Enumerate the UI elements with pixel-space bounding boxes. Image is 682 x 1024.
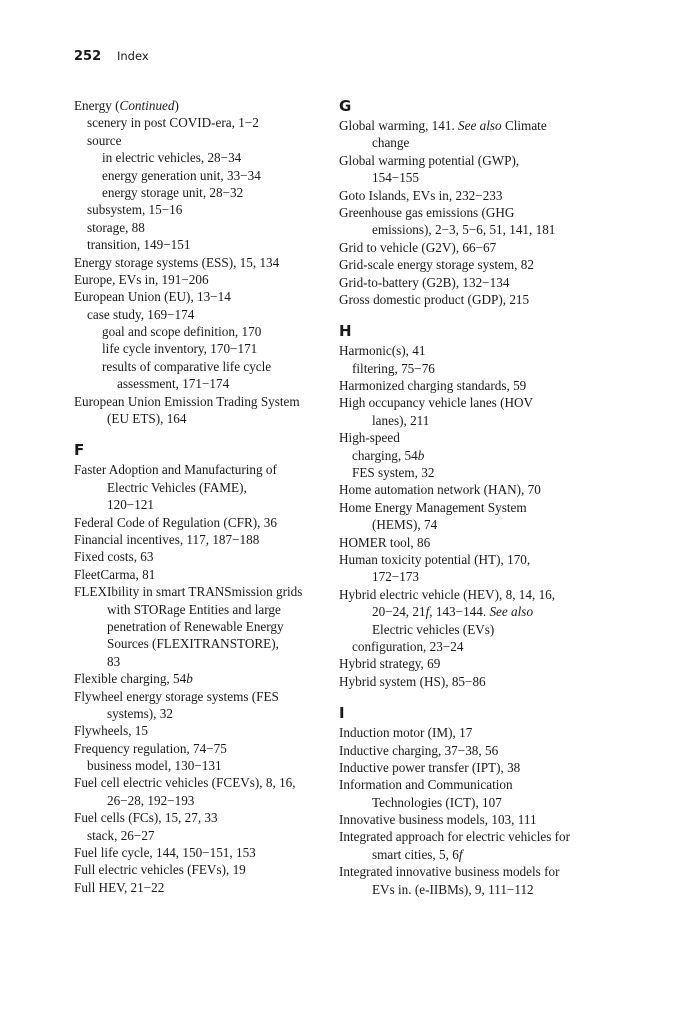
- index-subentry: [74, 827, 354, 844]
- index-subentry: [74, 306, 354, 323]
- index-entry: [339, 776, 619, 811]
- entry-text: Greenhouse gas emissions (GHG: [339, 204, 515, 220]
- entry-text: Flywheels, 15: [74, 723, 148, 739]
- index-entry: [339, 655, 619, 672]
- index-entry: [339, 811, 619, 828]
- index-subentry: [74, 219, 354, 236]
- entry-text: European Union Emission Trading System: [74, 393, 300, 409]
- index-entry: [339, 673, 619, 690]
- entry-continuation: 172−173: [372, 569, 419, 585]
- index-subentry: [339, 464, 619, 481]
- index-entry: [339, 863, 619, 898]
- entry-text: stack, 26−27: [87, 827, 155, 843]
- entry-text: Home automation network (HAN), 70: [339, 482, 541, 498]
- index-entry: [339, 742, 619, 759]
- entry-continuation: change: [372, 135, 410, 151]
- index-entry: [339, 204, 619, 239]
- index-entry: [74, 844, 354, 861]
- index-entry: [74, 688, 354, 723]
- entry-text: Innovative business models, 103, 111: [339, 812, 537, 828]
- entry-text: Flexible charging, 54b: [74, 671, 193, 687]
- index-entry: [74, 774, 354, 809]
- entry-text: filtering, 75−76: [352, 360, 435, 376]
- index-subentry: [74, 132, 354, 149]
- index-entry: [339, 377, 619, 394]
- entry-text: European Union (EU), 13−14: [74, 289, 231, 305]
- entry-continuation: 26−28, 192−193: [107, 792, 195, 808]
- entry-continuation: Technologies (ICT), 107: [372, 794, 502, 810]
- index-entry: [339, 117, 619, 152]
- index-entry: [74, 393, 354, 428]
- index-entry: [339, 551, 619, 586]
- index-subentry: [339, 360, 619, 377]
- entry-text: Energy (Continued): [74, 98, 179, 113]
- entry-continuation: Sources (FLEXITRANSTORE),: [107, 636, 279, 652]
- entry-continuation: with STORage Entities and large: [107, 601, 281, 617]
- index-entry: [74, 461, 354, 513]
- index-entry: [339, 481, 619, 498]
- index-entry: [339, 291, 619, 308]
- entry-text: goal and scope definition, 170: [102, 324, 262, 340]
- entry-text: charging, 54b: [352, 447, 425, 463]
- index-entry: [339, 759, 619, 776]
- index-subentry: [74, 340, 354, 357]
- entry-text: storage, 88: [87, 219, 145, 235]
- entry-continuation: (EU ETS), 164: [107, 411, 187, 427]
- entry-text: Hybrid system (HS), 85−86: [339, 673, 486, 689]
- entry-text: Grid to vehicle (G2V), 66−67: [339, 239, 497, 255]
- entry-text: Grid-scale energy storage system, 82: [339, 257, 534, 273]
- index-subentry: [74, 114, 354, 131]
- entry-text: Human toxicity potential (HT), 170,: [339, 551, 531, 567]
- index-column-left: [74, 97, 354, 896]
- entry-continuation: 120−121: [107, 497, 154, 513]
- index-column-right: [339, 96, 619, 898]
- index-entry: [339, 274, 619, 291]
- entry-text: Frequency regulation, 74−75: [74, 740, 227, 756]
- entry-text: Grid-to-battery (G2B), 132−134: [339, 274, 510, 290]
- entry-text: High occupancy vehicle lanes (HOV: [339, 395, 534, 411]
- entry-text: High-speed: [339, 430, 400, 446]
- index-entry: [74, 670, 354, 687]
- index-subentry: [339, 447, 619, 464]
- entry-continuation: lanes), 211: [372, 412, 430, 428]
- entry-continuation: systems), 32: [107, 705, 173, 721]
- entry-text: Goto Islands, EVs in, 232−233: [339, 187, 503, 203]
- index-entry: [74, 531, 354, 548]
- entry-text: Harmonized charging standards, 59: [339, 378, 527, 394]
- entry-text: configuration, 23−24: [352, 638, 464, 654]
- entry-text: Energy storage systems (ESS), 15, 134: [74, 254, 280, 270]
- index-entry: [339, 828, 619, 863]
- entry-continuation: EVs in. (e-IIBMs), 9, 111−112: [372, 881, 534, 897]
- entry-continuation: 154−155: [372, 170, 419, 186]
- index-subentry: [74, 323, 354, 340]
- index-subentry: [74, 201, 354, 218]
- index-entry: [339, 534, 619, 551]
- entry-text: Integrated innovative business models for: [339, 864, 560, 880]
- entry-continuation: emissions), 2−3, 5−6, 51, 141, 181: [372, 222, 556, 238]
- index-entry: [74, 271, 354, 288]
- index-entry: [74, 548, 354, 565]
- index-entry: [339, 429, 619, 446]
- entry-text: Hybrid electric vehicle (HEV), 8, 14, 16,: [339, 586, 556, 602]
- index-letter-heading: G: [339, 97, 352, 115]
- index-entry: [74, 809, 354, 826]
- entry-text: Integrated approach for electric vehicles for: [339, 829, 571, 845]
- entry-text: source: [87, 132, 122, 148]
- entry-text: Flywheel energy storage systems (FES: [74, 688, 279, 704]
- entry-text: business model, 130−131: [87, 758, 222, 774]
- index-entry: [74, 566, 354, 583]
- index-subentry: [74, 236, 354, 253]
- entry-continuation: 83: [107, 653, 121, 669]
- entry-text: FLEXIbility in smart TRANSmission grids: [74, 584, 303, 600]
- entry-text: Fuel cell electric vehicles (FCEVs), 8, 16,: [74, 775, 296, 791]
- index-subentry: [74, 167, 354, 184]
- entry-text: Global warming, 141. See also Climate: [339, 118, 547, 133]
- entry-text: energy generation unit, 33−34: [102, 167, 261, 183]
- entry-text: Europe, EVs in, 191−206: [74, 271, 209, 287]
- entry-text: life cycle inventory, 170−171: [102, 341, 258, 357]
- index-entry: [74, 288, 354, 305]
- index-entry: [339, 724, 619, 741]
- entry-text: Federal Code of Regulation (CFR), 36: [74, 514, 277, 530]
- index-entry: [74, 514, 354, 531]
- entry-text: Inductive charging, 37−38, 56: [339, 742, 499, 758]
- entry-text: scenery in post COVID-era, 1−2: [87, 115, 259, 131]
- entry-text: Fixed costs, 63: [74, 549, 154, 565]
- index-entry: [74, 740, 354, 757]
- entry-text: Information and Communication: [339, 777, 513, 793]
- index-subentry: [74, 757, 354, 774]
- index-entry: [339, 394, 619, 429]
- entry-text: Global warming potential (GWP),: [339, 152, 520, 168]
- index-letter-heading: F: [74, 441, 85, 460]
- entry-text: Faster Adoption and Manufacturing of: [74, 462, 277, 478]
- entry-text: Hybrid strategy, 69: [339, 656, 441, 672]
- entry-text: Full electric vehicles (FEVs), 19: [74, 862, 246, 878]
- entry-text: FleetCarma, 81: [74, 566, 156, 582]
- entry-text: transition, 149−151: [87, 237, 191, 253]
- index-entry: [74, 879, 354, 896]
- entry-text: Harmonic(s), 41: [339, 343, 426, 359]
- page-number: 252: [74, 49, 102, 64]
- entry-continuation: penetration of Renewable Energy: [107, 618, 284, 634]
- index-entry: [339, 152, 619, 187]
- index-subentry: [74, 149, 354, 166]
- entry-continuation: assessment, 171−174: [117, 376, 230, 392]
- index-entry: [74, 861, 354, 878]
- index-entry: [74, 722, 354, 739]
- index-letter-heading: I: [339, 704, 345, 723]
- entry-text: Induction motor (IM), 17: [339, 725, 473, 741]
- entry-text: Fuel life cycle, 144, 150−151, 153: [74, 845, 256, 861]
- entry-continuation: smart cities, 5, 6f: [372, 846, 463, 862]
- entry-text: FES system, 32: [352, 465, 435, 481]
- index-entry: [339, 239, 619, 256]
- index-subentry: [339, 638, 619, 655]
- entry-text: in electric vehicles, 28−34: [102, 150, 242, 166]
- entry-text: Home Energy Management System: [339, 499, 527, 515]
- index-subentry: [74, 358, 354, 393]
- entry-text: case study, 169−174: [87, 306, 195, 322]
- running-header: [74, 49, 149, 64]
- index-entry: [339, 256, 619, 273]
- entry-continuation: 20−24, 21f, 143−144. See also: [372, 604, 534, 620]
- index-entry: [339, 342, 619, 359]
- index-letter-heading: H: [339, 322, 352, 341]
- entry-text: Fuel cells (FCs), 15, 27, 33: [74, 810, 218, 826]
- index-entry: [339, 499, 619, 534]
- index-entry: [339, 187, 619, 204]
- entry-continuation: (HEMS), 74: [372, 517, 438, 533]
- entry-text: subsystem, 15−16: [87, 202, 183, 218]
- index-entry: [339, 586, 619, 638]
- section-title: Index: [116, 49, 149, 63]
- entry-text: Financial incentives, 117, 187−188: [74, 531, 260, 547]
- entry-text: Gross domestic product (GDP), 215: [339, 291, 530, 307]
- entry-text: Full HEV, 21−22: [74, 879, 165, 895]
- entry-text: Inductive power transfer (IPT), 38: [339, 759, 521, 775]
- entry-text: results of comparative life cycle: [102, 358, 272, 374]
- entry-continuation: Electric vehicles (EVs): [372, 621, 495, 637]
- entry-text: HOMER tool, 86: [339, 534, 431, 550]
- index-entry: [74, 254, 354, 271]
- entry-text: energy storage unit, 28−32: [102, 184, 244, 200]
- entry-continuation: Electric Vehicles (FAME),: [107, 479, 247, 495]
- index-entry: [74, 97, 354, 114]
- index-entry: [74, 583, 354, 670]
- index-subentry: [74, 184, 354, 201]
